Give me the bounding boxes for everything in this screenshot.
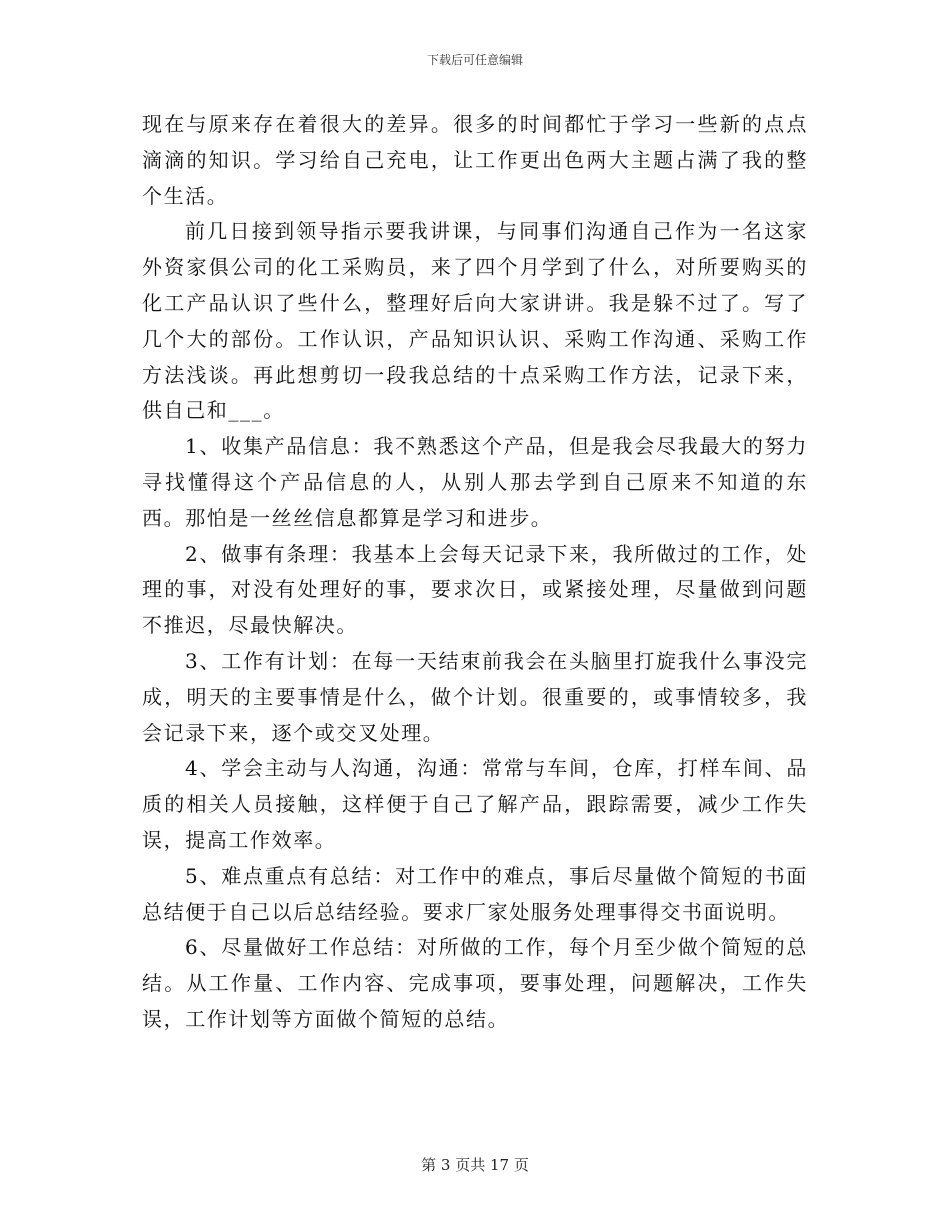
paragraph-item-6: 6、尽量做好工作总结：对所做的工作，每个月至少做个简短的总结。从工作量、工作内容、完成事项，要事处理，问题解决，工作失误，工作计划等方面做个简短的总结。 [142,935,808,1031]
paragraph-item-2: 2、做事有条理：我基本上会每天记录下来，我所做过的工作，处理的事，对没有处理好的事，要求次日，或紧接处理，尽量做到问题不推迟，尽最快解决。 [142,541,808,638]
paragraph-intro: 前几日接到领导指示要我讲课，与同事们沟通自己作为一名这家外资家俱公司的化工采购员，来了四个月学到了什么，对所要购买的化工产品认识了些什么，整理好后向大家讲讲。我是躲不过了。写了几个大的部份。工作认识，产品知识认识、采购工作沟通、采购工作方法浅谈。再此想剪切一段我总结的十点采购工作方法，记录下来，供自己和___。 [142,219,808,423]
page-header: 下载后可任意编辑 [426,53,523,67]
document-body [142,107,808,1038]
paragraph-continuation: 现在与原来存在着很大的差异。很多的时间都忙于学习一些新的点点滴滴的知识。学习给自己充电，让工作更出色两大主题占满了我的整个生活。 [142,112,808,208]
page-number: 第 3 页共 17 页 [421,1156,529,1174]
paragraph-item-5: 5、难点重点有总结：对工作中的难点，事后尽量做个简短的书面总结便于自己以后总结经验。要求厂家处服务处理事得交书面说明。 [142,863,808,924]
paragraph-item-3: 3、工作有计划：在每一天结束前我会在头脑里打旋我什么事没完成，明天的主要事情是什么，做个计划。很重要的，或事情较多，我会记录下来，逐个或交叉处理。 [142,648,808,745]
paragraph-item-1: 1、收集产品信息：我不熟悉这个产品，但是我会尽我最大的努力寻找懂得这个产品信息的人，从别人那去学到自己原来不知道的东西。那怕是一丝丝信息都算是学习和进步。 [142,434,808,530]
paragraph-item-4: 4、学会主动与人沟通，沟通：常常与车间，仓库，打样车间、品质的相关人员接触，这样便于自己了解产品，跟踪需要，减少工作失误，提高工作效率。 [142,756,808,852]
